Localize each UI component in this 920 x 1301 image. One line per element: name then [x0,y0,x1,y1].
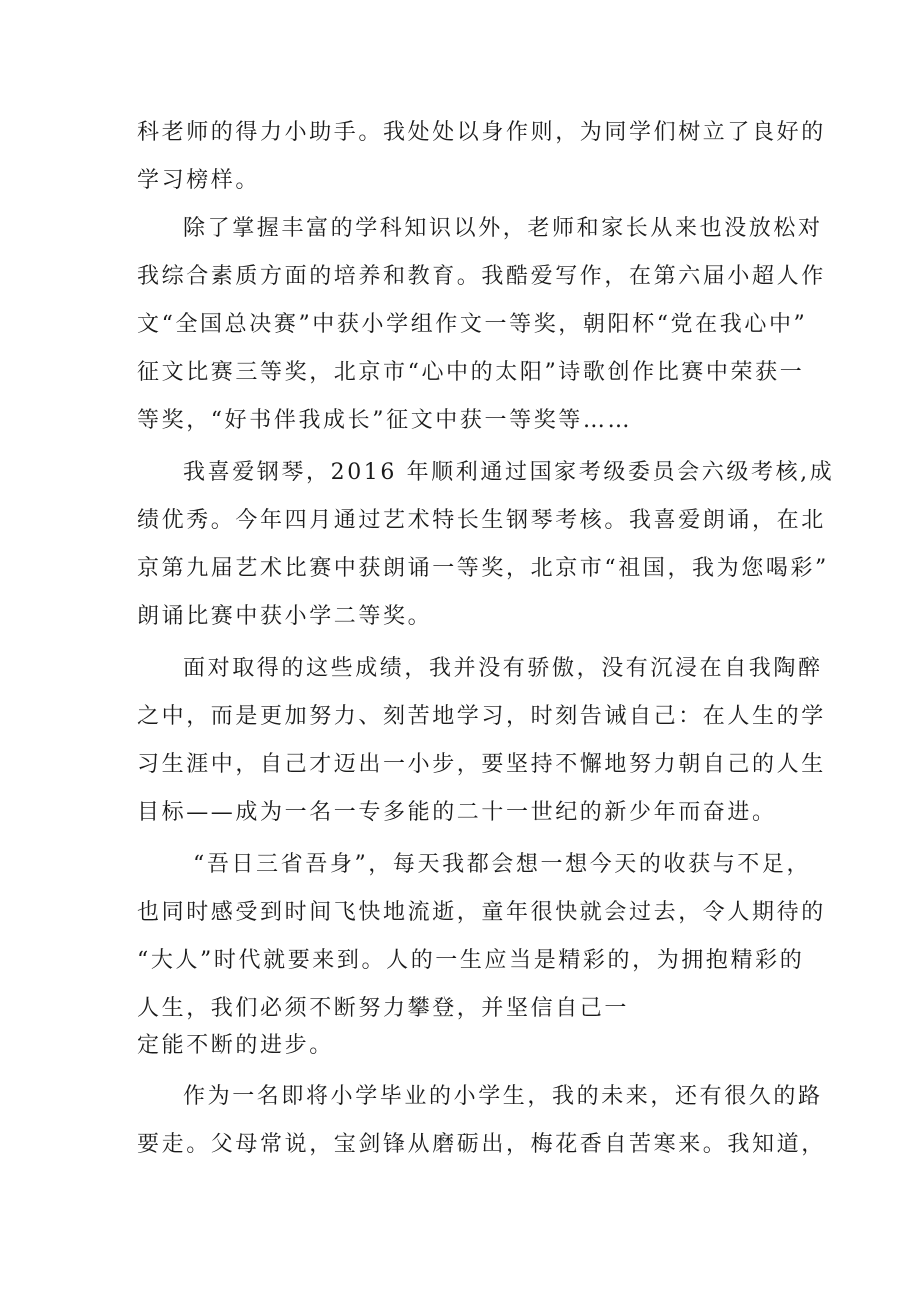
text-line: 定能不断的进步。 [137,1033,334,1058]
paragraph-first-line: 除了掌握丰富的学科知识以外，老师和家长从来也没放松对 [183,216,823,241]
text-line: 绩优秀。今年四月通过艺术特长生钢琴考核。我喜爱朗诵，在北 [137,508,826,533]
text-line: 人生，我们必须不断努力攀登，并坚信自己一 [137,996,630,1021]
text-line: 科老师的得力小助手。我处处以身作则，为同学们树立了良好的 [137,120,826,145]
text-line: “大人”时代就要来到。人的一生应当是精彩的，为拥抱精彩的 [137,948,805,973]
text-line: 也同时感受到时间飞快地流逝，童年很快就会过去，令人期待的 [137,900,826,925]
paragraph-first-line: 作为一名即将小学毕业的小学生，我的未来，还有很久的路 [183,1084,823,1109]
paragraph-first-line: 面对取得的这些成绩，我并没有骄傲，没有沉浸在自我陶醉 [183,656,823,681]
text-line: 等奖，“好书伴我成长”征文中获一等奖等…… [137,408,633,433]
text-line: 文“全国总决赛”中获小学组作文一等奖，朝阳杯“党在我心中” [137,312,808,337]
paragraph-first-line: 我喜爱钢琴，2016 年顺利通过国家考级委员会六级考核,成 [183,460,835,485]
text-line: 我综合素质方面的培养和教育。我酷爱写作，在第六届小超人作 [137,264,826,289]
text-line: 征文比赛三等奖，北京市“心中的太阳”诗歌创作比赛中荣获一 [137,360,805,385]
text-line: 京第九届艺术比赛中获朗诵一等奖，北京市“祖国，我为您喝彩” [137,556,829,581]
text-line: 朗诵比赛中获小学二等奖。 [137,604,433,629]
paragraph-first-line: “吾日三省吾身”，每天我都会想一想今天的收获与不足， [193,852,812,877]
text-line: 目标——成为一名一专多能的二十一世纪的新少年而奋进。 [137,800,777,825]
text-line: 之中，而是更加努力、刻苦地学习，时刻告诫自己：在人生的学 [137,704,826,729]
text-line: 学习榜样。 [137,168,261,193]
text-line: 要走。父母常说，宝剑锋从磨砺出，梅花香自苦寒来。我知道， [137,1132,826,1157]
text-line: 习生涯中，自己才迈出一小步，要坚持不懈地努力朝自己的人生 [137,752,826,777]
